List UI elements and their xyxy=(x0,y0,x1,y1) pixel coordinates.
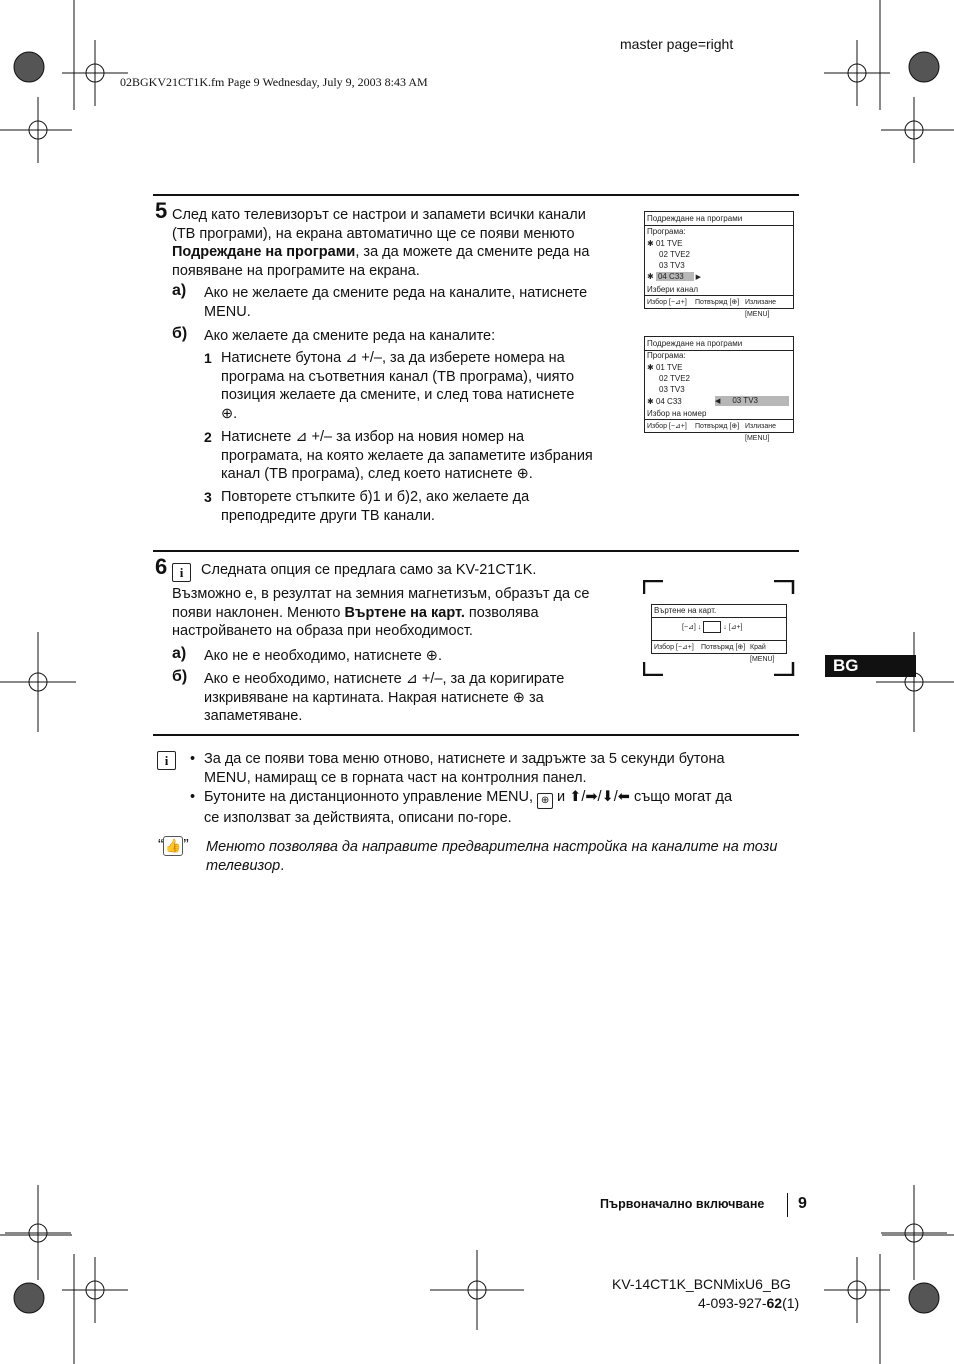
item-line: позиция желаете да смените, и след това натиснете xyxy=(221,387,575,403)
osd-program-sort-2 xyxy=(644,336,794,442)
tip-line: Менюто позволява да направите предварителна настройка на каналите на този xyxy=(206,839,778,855)
osd-footer-item: Избор [−⊿+] xyxy=(647,299,687,306)
ok-button-icon: ⊕ xyxy=(537,793,553,809)
info-icon: i xyxy=(172,563,191,582)
arrow-left-icon: ⬅ xyxy=(617,789,630,805)
note-bullet xyxy=(190,788,800,828)
item-line: Натиснете бутона ⊿ +/–, за да изберете номера на xyxy=(221,350,565,366)
note-line: За да се появи това меню отново, натиснете и задръжте за 5 секунди бутона xyxy=(204,751,725,767)
arrow-up-icon: ⬆ xyxy=(569,789,582,805)
osd-footer-item: Край [MENU] xyxy=(750,644,775,663)
menu-name: Подреждане на програми xyxy=(172,244,356,260)
osd-row xyxy=(647,238,791,250)
step6-a-label: а) xyxy=(172,645,187,662)
menu-name: Въртене на карт. xyxy=(344,604,465,621)
file-info: 02BGKV21CT1K.fm Page 9 Wednesday, July 9, 2003 8:43 AM xyxy=(120,75,428,89)
step5-item-number: 2 xyxy=(204,429,212,445)
step5-item-text xyxy=(221,488,631,525)
osd-footer xyxy=(645,295,793,318)
item-line: Повторете стъпките б)1 и б)2, ако желаете да xyxy=(221,489,530,505)
step5-a-line: Ако не желаете да смените реда на каналите, натиснете xyxy=(204,285,588,301)
step5-a-text xyxy=(204,284,634,321)
doc-code-b: 62 xyxy=(766,1295,783,1311)
step6-a-text: Ако не е необходимо, натиснете ⊕. xyxy=(204,648,442,664)
tip-text-end: телевизор xyxy=(206,857,281,874)
osd-row-selected xyxy=(647,271,791,284)
osd-title: Подреждане на програми xyxy=(645,338,793,351)
note-line: се използват за действията, описани по-горе. xyxy=(204,810,512,826)
note-text: и xyxy=(557,789,566,805)
osd-label: Програма: xyxy=(647,351,686,360)
item-line: преподредите други ТВ канали. xyxy=(221,507,435,524)
step6-note-text: Следната опция се предлага само за KV-21CT1K. xyxy=(201,562,537,578)
osd-row-text: 01 TVE xyxy=(655,239,683,248)
note-text: Бутоните на дистанционното управление MENU, xyxy=(204,789,533,805)
osd-row-text: 02 TVE2 xyxy=(659,250,690,259)
note-bullet xyxy=(190,750,800,787)
step5-item-number: 3 xyxy=(204,489,212,505)
osd-footer-item: Потвържд [⊕] xyxy=(695,423,740,430)
tip-text xyxy=(206,838,806,875)
note-line: Бутоните на дистанционното управление MENU, ⊕ и ⬆/➡/⬇/⬅ също могат да xyxy=(190,788,800,809)
osd-title: Въртене на карт. xyxy=(652,605,786,618)
arrow-left-icon: ◀ xyxy=(715,398,723,405)
osd-row xyxy=(659,260,791,272)
bullet-icon: • xyxy=(190,751,196,767)
osd-left-key: [−⊿] xyxy=(682,623,696,631)
step5-item-text xyxy=(221,428,631,484)
step5-intro-text: , за да можете да смените реда на xyxy=(355,244,590,260)
step6-intro-text: позволява xyxy=(468,604,539,621)
osd-row-text: 02 TVE2 xyxy=(659,374,690,383)
osd-bottom: Избор на номер xyxy=(647,409,707,418)
osd-moving-row xyxy=(715,396,789,406)
section-title: Първоначално включване xyxy=(600,1197,765,1211)
step5-intro-line xyxy=(172,243,632,262)
step6-intro-text: появи наклонен. Менюто xyxy=(172,604,341,621)
step5-intro-line: След като телевизорът се настрои и запамети всички канали xyxy=(172,207,586,223)
model-code: KV-14CT1K_BCNMixU6_BG xyxy=(612,1276,791,1292)
step5-b-text: Ако желаете да смените реда на каналите: xyxy=(204,328,496,344)
step5-number: 5 xyxy=(155,198,168,223)
osd-program-sort-1 xyxy=(644,211,794,318)
osd-footer-item: Излизане [MENU] xyxy=(745,423,777,442)
osd-footer xyxy=(645,419,793,442)
star-icon: ✱ xyxy=(647,397,656,406)
step6-intro xyxy=(172,585,642,641)
osd-footer-item: Потвържд [⊕] xyxy=(701,644,746,651)
step6-intro-line: настройването на образа при необходимост. xyxy=(172,623,473,639)
master-page-label: master page=right xyxy=(620,36,734,52)
step6-b-line: Ако е необходимо, натиснете ⊿ +/–, за да коригирате xyxy=(204,671,565,687)
osd-right-key: [⊿+] xyxy=(728,623,743,631)
step5-a-line: MENU. xyxy=(204,303,251,320)
step5-intro-line: (ТВ програми), на екрана автоматично ще се появи менюто xyxy=(172,225,575,242)
osd-footer-item: Потвържд [⊕] xyxy=(695,299,740,306)
osd-row-text: 01 TVE xyxy=(655,363,683,372)
osd-row xyxy=(659,249,791,261)
step6-number: 6 xyxy=(155,554,168,579)
step5-b-label: б) xyxy=(172,325,188,342)
osd-bottom: Избери канал xyxy=(647,285,699,294)
item-line: канал (ТВ програма), след което натиснете ⊕. xyxy=(221,466,533,482)
osd-footer-item: Избор [−⊿+] xyxy=(647,423,687,430)
star-icon: ✱ xyxy=(647,239,656,248)
osd-footer-item: Излизане [MENU] xyxy=(745,299,777,318)
step6-note xyxy=(172,561,536,582)
step6-intro-line xyxy=(172,604,642,623)
osd-picture-rotation xyxy=(651,604,787,663)
item-line: програмата, на която желаете да запаметите избрания xyxy=(221,447,593,464)
osd-footer-item: Избор [−⊿+] xyxy=(654,644,694,651)
notes-top-rule xyxy=(153,734,799,736)
osd-rotation-control xyxy=(682,621,743,633)
step5-top-rule xyxy=(153,194,799,196)
doc-code xyxy=(698,1295,799,1311)
info-icon: i xyxy=(157,751,176,770)
footer-divider xyxy=(787,1193,788,1217)
step6-top-rule xyxy=(153,550,799,552)
note-text: също могат да xyxy=(633,789,733,805)
screen-box-icon xyxy=(703,621,721,633)
step5-item-text xyxy=(221,349,631,423)
osd-row-text: 04 C33 xyxy=(655,397,682,406)
osd-row xyxy=(659,373,791,385)
osd-row-text: 04 C33 xyxy=(656,272,694,281)
osd-row xyxy=(659,384,791,396)
star-icon: ✱ xyxy=(647,272,656,281)
arrow-right-icon: ➡ xyxy=(585,789,598,805)
tip-icon: “ 👍 ” xyxy=(158,837,189,854)
osd-row-text: 03 TV3 xyxy=(659,385,685,394)
doc-code-a: 4-093-927- xyxy=(698,1295,767,1311)
step5-a-label: а) xyxy=(172,282,187,299)
step5-intro-line: появяване на програмите на екрана. xyxy=(172,262,420,279)
step6-b-line: изкривяване на картината. Накрая натиснете ⊕ за xyxy=(204,689,544,706)
star-icon: ✱ xyxy=(647,363,656,372)
bullet-icon: • xyxy=(190,789,196,805)
step6-b-label: б) xyxy=(172,668,188,685)
item-line: Натиснете ⊿ +/– за избор на новия номер на xyxy=(221,429,525,445)
doc-code-c: (1) xyxy=(782,1295,800,1311)
osd-row-text: 03 TV3 xyxy=(732,396,758,405)
osd-row-text: 03 TV3 xyxy=(659,261,685,270)
rotate-right-icon: ↓ xyxy=(723,623,727,631)
osd-title: Подреждане на програми xyxy=(645,213,793,226)
step5-intro xyxy=(172,206,632,280)
step6-b-line: запаметяване. xyxy=(204,708,303,724)
step5-item-number: 1 xyxy=(204,350,212,366)
language-badge: BG xyxy=(825,655,916,677)
page-number: 9 xyxy=(798,1195,807,1212)
item-line: програма на съответния канал (ТВ програма), чиято xyxy=(221,368,575,385)
rotate-left-icon: ↓ xyxy=(697,623,702,631)
tip-line: телевизор. xyxy=(206,857,285,874)
osd-footer xyxy=(652,640,786,663)
arrow-down-icon: ⬇ xyxy=(601,789,614,805)
arrow-icon: ▶ xyxy=(693,274,702,281)
note-line: MENU, намиращ се в горната част на контролния панел. xyxy=(204,769,587,786)
osd-label: Програма: xyxy=(647,227,686,236)
step6-b-text xyxy=(204,670,634,726)
osd-row xyxy=(647,362,791,374)
item-line: ⊕. xyxy=(221,405,238,422)
step6-intro-line: Възможно е, в резултат на земния магнетизъм, образът да се xyxy=(172,586,590,602)
